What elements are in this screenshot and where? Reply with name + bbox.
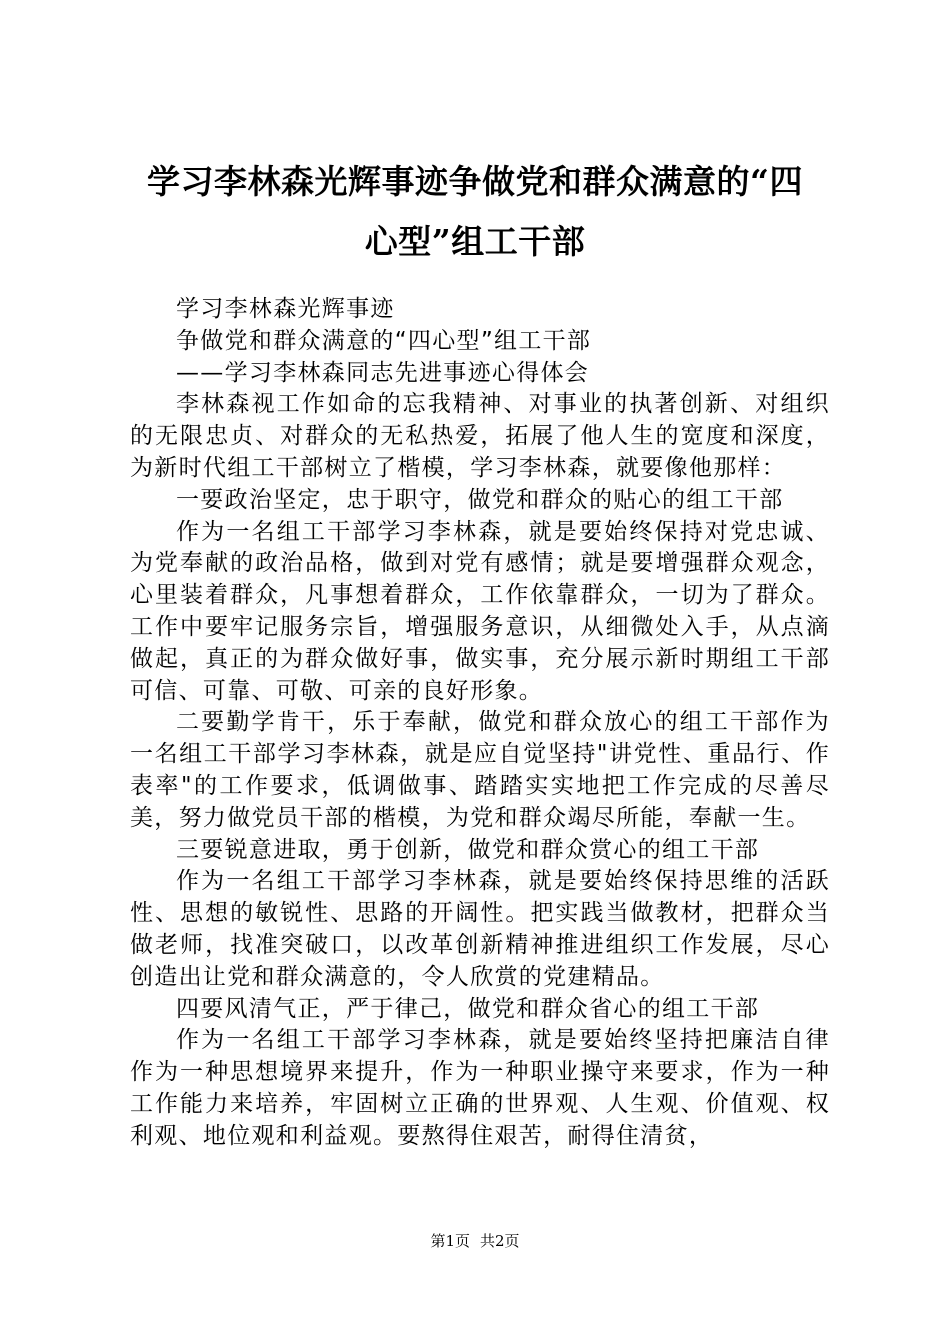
body-paragraph: 李林森视工作如命的忘我精神、对事业的执著创新、对组织的无限忠贞、对群众的无私热爱，拓展了他人生的宽度和深度，为新时代组工干部树立了楷模，学习李林森，就要像他那样： <box>130 391 830 481</box>
subtitle-2: 争做党和群众满意的“四心型”组工干部 <box>176 327 592 354</box>
page-footer <box>0 1231 950 1251</box>
subtitle-3: ——学习李林森同志先进事迹心得体会 <box>176 359 590 386</box>
document-title-line-1: 学习李林森光辉事迹争做党和群众满意的“四 <box>147 162 803 201</box>
section-heading-2-paragraph: 二要勤学肯干，乐于奉献，做党和群众放心的组工干部作为一名组工干部学习李林森，就是应自觉坚持"讲党性、重品行、作表率"的工作要求，低调做事、踏踏实实地把工作完成的尽善尽美，努力做党员干部的楷模，为党和群众竭尽所能，奉献一生。 <box>130 709 830 831</box>
body-paragraph: 作为一名组工干部学习李林森，就是要始终坚持把廉洁自律作为一种思想境界来提升，作为一种职业操守来要求，作为一种工作能力来培养，牢固树立正确的世界观、人生观、价值观、权利观、地位观和利益观。要熬得住艰苦，耐得住清贫， <box>130 1027 830 1149</box>
document-body <box>130 294 830 1153</box>
document-title-line-2: 心型”组工干部 <box>364 222 586 261</box>
section-heading-3: 三要锐意进取，勇于创新，做党和群众赏心的组工干部 <box>176 836 760 863</box>
section-heading-1: 一要政治坚定，忠于职守，做党和群众的贴心的组工干部 <box>176 486 784 513</box>
page-total: 共2页 <box>480 1232 520 1250</box>
subtitle-1: 学习李林森光辉事迹 <box>176 296 395 322</box>
body-paragraph: 作为一名组工干部学习李林森，就是要始终保持思维的活跃性、思想的敏锐性、思路的开阔性。把实践当做教材，把群众当做老师，找准突破口，以改革创新精神推进组织工作发展，尽心创造出让党和群众满意的，令人欣赏的党建精品。 <box>130 868 830 990</box>
body-paragraph: 作为一名组工干部学习李林森，就是要始终保持对党忠诚、为党奉献的政治品格，做到对党有感情；就是要增强群众观念，心里装着群众，凡事想着群众，工作依靠群众，一切为了群众。工作中要牢记服务宗旨，增强服务意识，从细微处入手，从点滴做起，真正的为群众做好事，做实事，充分展示新时期组工干部可信、可靠、可敬、可亲的良好形象。 <box>130 518 830 704</box>
page-number: 第1页 <box>430 1232 470 1250</box>
section-heading-4: 四要风清气正，严于律己，做党和群众省心的组工干部 <box>176 995 760 1022</box>
